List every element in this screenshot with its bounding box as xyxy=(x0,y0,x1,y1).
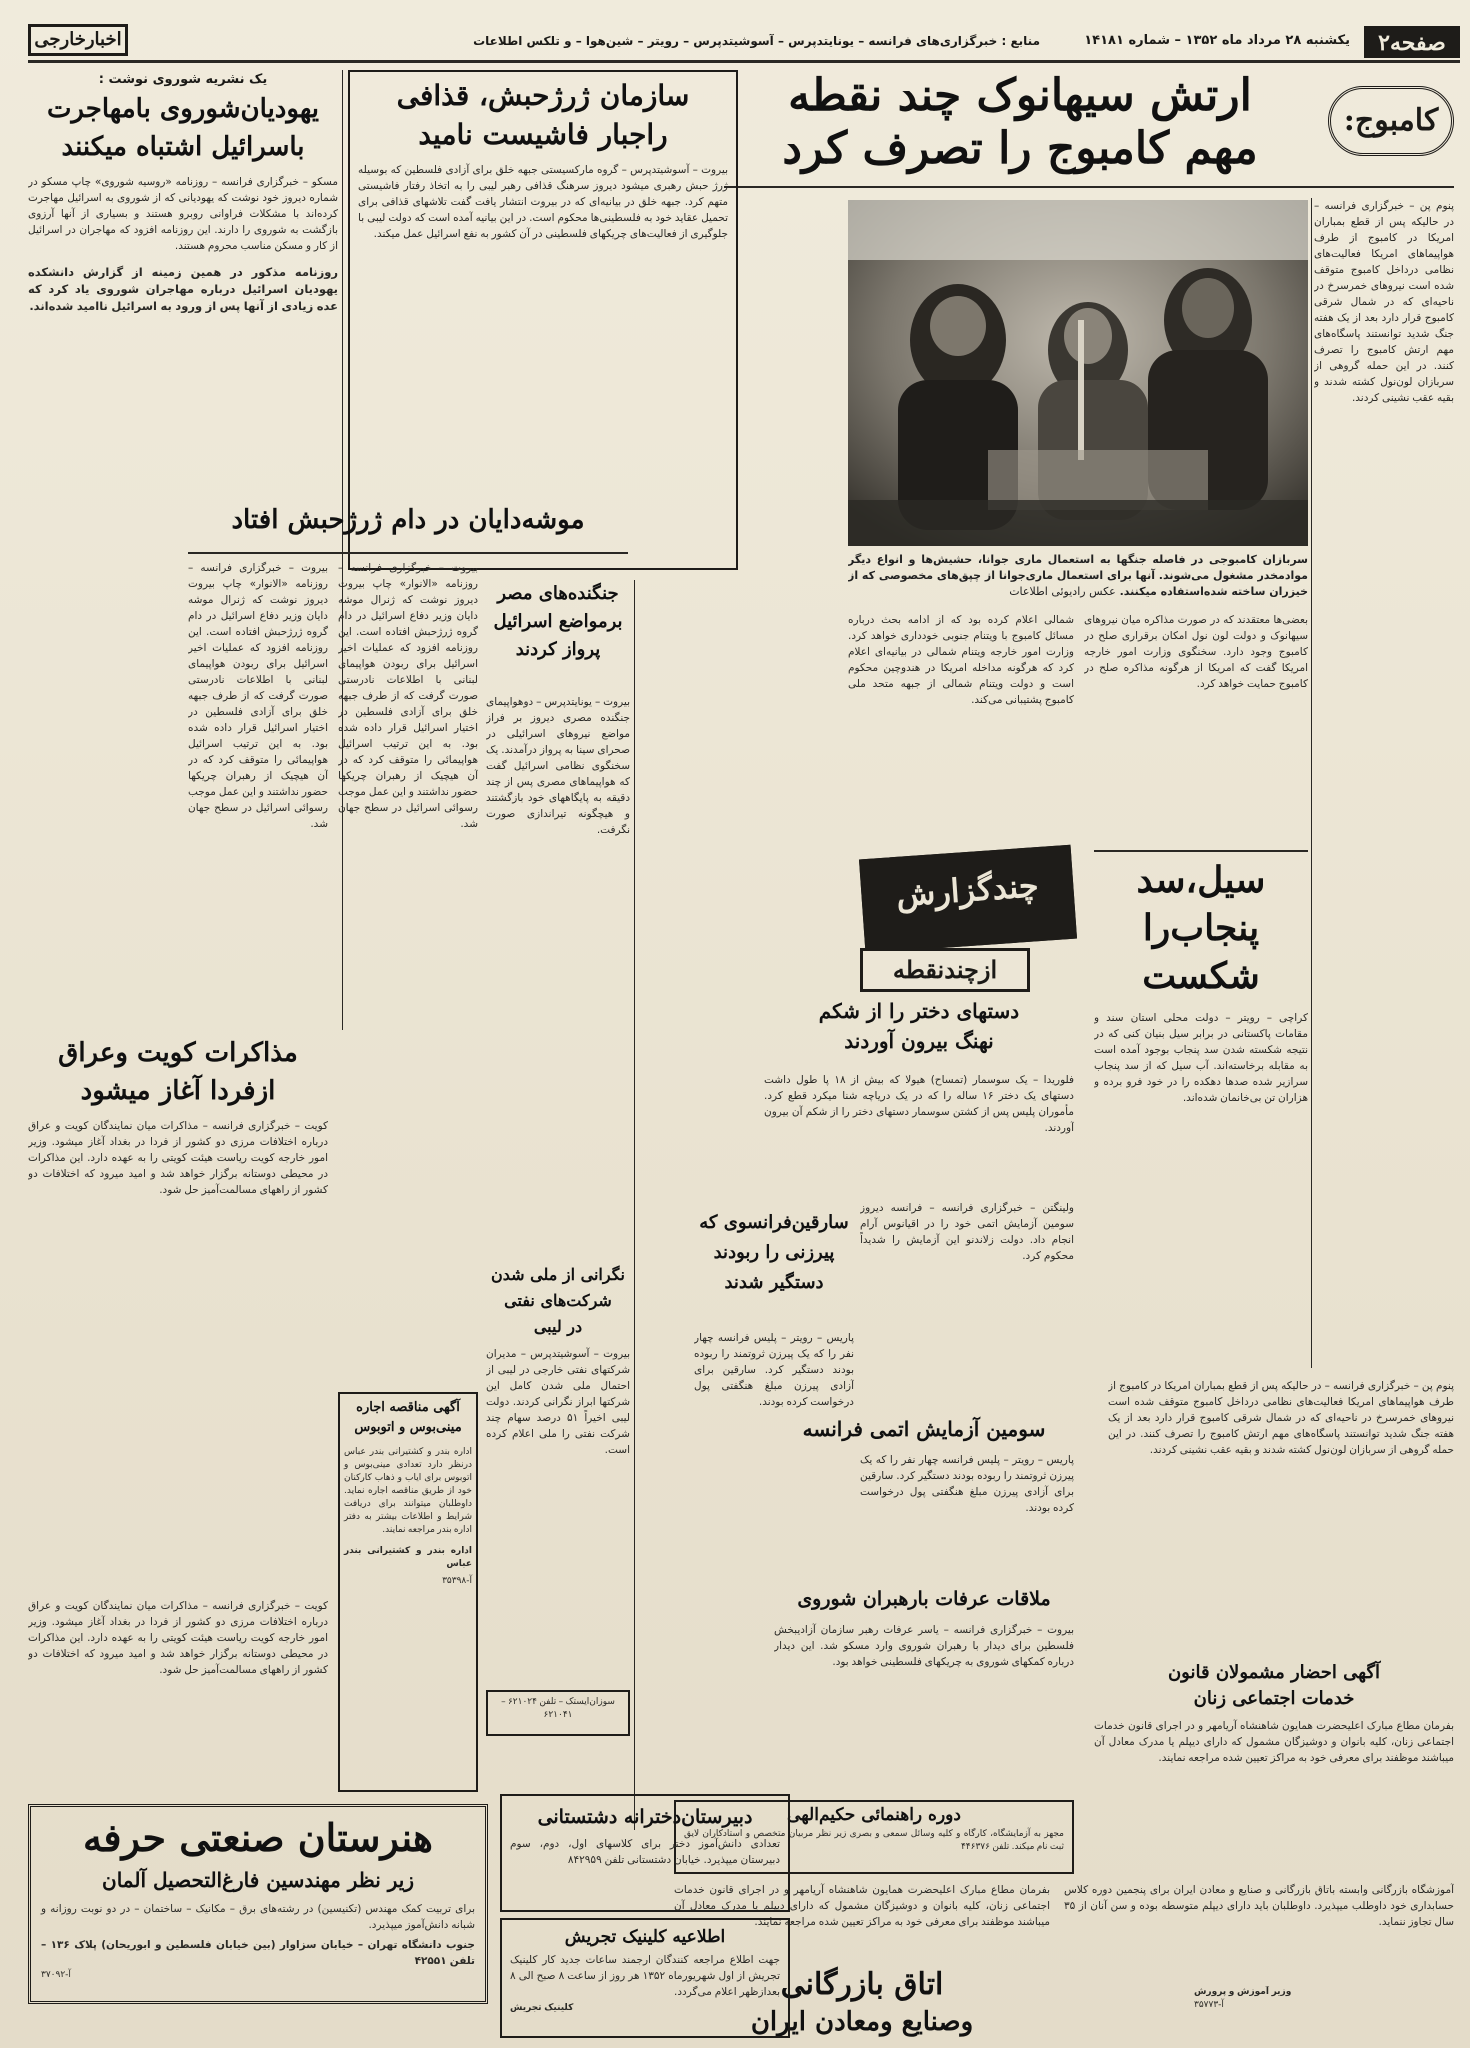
egypt-jets-body-col xyxy=(486,694,630,1254)
floods-top-rule xyxy=(1094,850,1308,852)
women-ad-signature-box xyxy=(1194,1986,1454,2026)
dayan-body-col-1 xyxy=(188,560,328,1070)
girls-school-body: تعدادی دانش‌آموز دختر برای کلاسهای اول، دوم، سوم دبیرستان میپذیرد. خیابان دشتستانی تلفن ۸۴۲۹۵۹ xyxy=(510,1838,780,1866)
cambodia-rule xyxy=(724,186,1454,188)
thieves-headline-1: سارقین‌فرانسوی که xyxy=(699,1212,849,1233)
nuclear-headline-text: سومین آزمایش اتمی فرانسه xyxy=(802,1417,1046,1441)
masthead-sources xyxy=(440,30,1040,52)
chamber-ad-body-box xyxy=(1064,1882,1454,1978)
women-ad-headline-2: خدمات اجتماعی زنان xyxy=(1193,1688,1355,1709)
photo-caption-text: سربازان کامبوجی در فاصله جنگها به استعمال ماری جوانا، حشیش‌ها و انواع دیگر موادمخدر مشغول می‌شوند. آنها برای استعمال ماری‌جوانا از چپق‌های مخصوصی که از خیزران ساخته شده‌استفاده میکنند. xyxy=(848,553,1308,598)
chamber-ad-body: آموزشگاه بازرگانی وابسته باتاق بازرگانی و صنایع و معادن ایران برای پنجمین دوره کلاس حسابداری خود داوطلب میپذیرد. داوطلبان باید دارای دیپلم متوسطه بوده و سن آنان از ۳۵ سال تجاوز ننماید. xyxy=(1064,1884,1454,1928)
girls-story-body-col xyxy=(764,1072,1074,1192)
clinic-notice-body: جهت اطلاع مراجعه کنندگان ارجمند ساعات جدید کار کلینیک تجریش از اول شهریورماه ۱۳۵۲ هر روز از ساعت ۸ صبح الی ۸ بعدازظهر اعلام می‌گردد. xyxy=(510,1954,780,1998)
masthead-meta xyxy=(1050,30,1350,52)
technical-school-subhead: زیر نظر مهندسین فارغ‌التحصیل آلمان xyxy=(102,1868,414,1892)
right-col-continued xyxy=(1108,1378,1454,1658)
clinic-notice-headline: اطلاعیه کلینیک تجریش xyxy=(564,1927,726,1947)
oil-body: بیروت – آسوشیتدپرس – مدیران شرکتهای نفتی خارجی در لیبی از احتمال ملی شدن کامل این شرکتها ابراز نگرانی کردند. دولت لیبی اخیراً ۵۱ درصد سهام چند شرکت نفتی را ملی اعلام کرده است. xyxy=(486,1348,630,1456)
egypt-jets-headline-3: پرواز کردند xyxy=(515,639,601,660)
libya-headline-1: سازمان ژرژحبش، قذافی xyxy=(396,79,690,112)
egypt-jets-headline-1: جنگنده‌های مصر xyxy=(497,583,619,604)
bus-tender-body: اداره بندر و کشتیرانی بندر عباس درنظر دارد تعدادی مینی‌بوس و اتوبوس برای ایاب و ذهاب کارکنان خود از طریق مناقصه اجاره نماید. داوطلبان میتوانند برای دریافت شرایط و اطلاعات بیشتر به دفتر اداره بندر مراجعه نمایند. xyxy=(344,1447,472,1535)
libya-body: بیروت – آسوشیتدپرس – گروه مارکسیستی جبهه خلق برای آزادی فلسطین که بوسیله ژرژ حبش رهبری میشود دیروز سرهنگ قذافی رهبر لیبی را به اتخاذ رفتار فاشیستی متهم کرد. جبهه خلق در بیانیه‌ای که در بیروت انتشار یافت گفت تلاشهای قذافی برای تحمیل عقاید خود به فلسطینی‌ها محکوم است. در این بیانیه آمده است که دولت لیبی با جلوگیری از فعالیت‌های چریکهای فلسطینی در آن کشور به نفع اسرائیل عمل میکند. xyxy=(358,164,728,240)
floods-headline-1: سیل،سد xyxy=(1136,859,1266,901)
soviet-jews-source: یک نشریه شوروی نوشت : xyxy=(98,72,268,87)
women-ad-body: بفرمان مطاع مبارک اعلیحضرت همایون شاهنشاه آریامهر و در اجرای قانون خدمات اجتماعی زنان، کلیه بانوان و دوشیزگان مشمول که دارای دیپلم یا مدرک معادل آن میباشند موظفند برای معرفی خود به مراکز تعیین شده مراجعه نمایند. xyxy=(1094,1720,1454,1764)
cambodia-body-mid: بعضی‌ها معتقدند که در صورت مذاکره میان نیروهای سیهانوک و دولت لون نول امکان برقراری صلح در کامبوج وجود دارد. سخنگوی وزارت امور خارجه امریکا گفت که امریکا از هرگونه مذاکره صلح در کامبوج حمایت خواهد کرد. xyxy=(1084,614,1308,690)
agency-ad-body: سوزان‌ایستک – تلفن ۶۲۱۰۲۴ – ۶۲۱۰۴۱ xyxy=(501,1697,615,1720)
bus-tender-headline: آگهی مناقصه اجاره مینی‌بوس و اتوبوس xyxy=(354,1400,462,1435)
issue-date: یکشنبه ۲۸ مرداد ماه ۱۳۵۲ – شماره ۱۴۱۸۱ xyxy=(1084,33,1350,48)
cambodia-body-mid-col xyxy=(1084,612,1308,842)
women-ad-headline-1: آگهی احضار مشمولان قانون xyxy=(1167,1662,1381,1683)
technical-school-ad xyxy=(28,1804,488,2004)
libya-headline-2: راجبار فاشیست نامید xyxy=(418,118,668,151)
cambodia-body-right-col xyxy=(1314,198,1454,1368)
dayan-body-1: بیروت – خبرگزاری فرانسه – روزنامه «الانوار» چاپ بیروت دیروز نوشت که ژنرال موشه دایان وزیر دفاع اسرائیل در دام گروه ژرژحبش افتاده است. این روزنامه افزود که عملیات اخیر اسرائیل برای ربودن هواپیمای لبنانی با اطلاعات نادرستی صورت گرفت که از طرف جبهه خلق برای آزادی فلسطین در اختیار اسرائیل قرار داده شده بود. به این ترتیب اسرائیل هواپیمائی را متوقف کرد که در آن هیچیک از رهبران چریکها حضور نداشتند و این عمل موجب رسوائی اسرائیل در سطح جهان شد. xyxy=(188,562,328,830)
news-sources: منابع : خبرگزاری‌های فرانسه – یونایتدپرس – آسوشیتدپرس – رویتر – شین‌هوا – و تلکس اطلاعات xyxy=(473,34,1040,48)
chamber-headline-2: وصنایع ومعادن ایران xyxy=(750,2007,974,2037)
dayan-body-2: بیروت – خبرگزاری فرانسه – روزنامه «الانوار» چاپ بیروت دیروز نوشت که ژنرال موشه دایان وزیر دفاع اسرائیل در دام گروه ژرژحبش افتاده است. این روزنامه افزود که عملیات اخیر اسرائیل برای ربودن هواپیمای لبنانی با اطلاعات نادرستی صورت گرفت که از طرف جبهه خلق برای آزادی فلسطین در اختیار اسرائیل قرار داده شده بود. به این ترتیب اسرائیل هواپیمائی را متوقف کرد که در آن هیچیک از رهبران چریکها حضور نداشتند و این عمل موجب رسوائی اسرائیل در سطح جهان شد. xyxy=(338,562,478,830)
cambodia-body-right: پنوم پن – خبرگزاری فرانسه – در حالیکه پس از قطع بمباران امریکا در کامبوج از طرف هواپیماهای امریکا فعالیت‌های نظامی درداخل کامبوج متوقف شده است نیروهای خمرسرخ در ناحیه‌ای که در شمال شرقی کامبوج قرار دارد بعد از یک هفته جنگ شدید توانستند پاسگاه‌های مهم ارتش کامبوج را تصرف کنند. در این حمله گروهی از سربازان لون‌نول کشته شدند و بقیه عقب نشینی کردند. xyxy=(1314,200,1454,404)
kuwait-continued-body: کویت – خبرگزاری فرانسه – مذاکرات میان نمایندگان کویت و عراق درباره اختلافات مرزی دو کشور از فردا در بغداد آغاز میشود. وزیر امور خارجه کویت ریاست هیئت کویتی را به عهده دارد. این مذاکرات در محیطی دوستانه برگزار خواهد شد و امید میرود که اختلافات دو کشور از راههای مسالمت‌آمیز حل شود. xyxy=(28,1600,328,1676)
section-label xyxy=(28,24,128,56)
page-label xyxy=(1364,26,1460,58)
bus-tender-ad xyxy=(338,1392,478,1792)
oil-headline-2: شرکت‌های نفتی xyxy=(504,1291,612,1310)
oil-headline-3: در لیبی xyxy=(533,1317,583,1336)
col-rule-mid xyxy=(634,580,635,1830)
thieves-headline-box xyxy=(694,1208,854,1328)
cambodia-headline-2: مهم کامبوج را تصرف کرد xyxy=(782,123,1258,174)
kuwait-iraq-body: کویت – خبرگزاری فرانسه – مذاکرات میان نمایندگان کویت و عراق درباره اختلافات مرزی دو کشور از فردا در بغداد آغاز میشود. وزیر امور خارجه کویت ریاست هیئت کویتی را به عهده دارد. این مذاکرات در محیطی دوستانه برگزار خواهد شد و امید میرود که اختلافات دو کشور از راههای مسالمت‌آمیز حل شود. xyxy=(28,1120,328,1196)
floods-headline-2: پنجاب‌را xyxy=(1142,907,1260,949)
cambodia-kicker: کامبوج: xyxy=(1343,103,1439,138)
kuwait-iraq-headline-2: ازفردا آغاز میشود xyxy=(80,1076,276,1106)
briefs-banner-text: چندگزارش xyxy=(894,866,1040,914)
nuclear-story-col xyxy=(860,1452,1074,1572)
girls-story-continued: ولینگتن – خبرگزاری فرانسه – فرانسه دیروز سومین آزمایش اتمی خود را در اقیانوس آرام انجام داد. دولت زلاندنو این آزمایش را شدیداً محکوم کرد. xyxy=(860,1202,1074,1262)
cambodia-kicker-box xyxy=(1328,86,1454,156)
egypt-jets-headline-2: برمواضع اسرائیل xyxy=(493,611,623,632)
photo-caption-box xyxy=(848,552,1308,606)
girls-headline-2: نهنگ بیرون آوردند xyxy=(844,1029,994,1053)
arafat-body: بیروت – خبرگزاری فرانسه – یاسر عرفات رهبر سازمان آزادیبخش فلسطین برای دیدار با رهبران شوروی وارد مسکو شد. این دیدار درباره کمکهای شوروی به چریکهای فلسطینی خواهد بود. xyxy=(774,1624,1074,1668)
technical-school-address: جنوب دانشگاه تهران – خیابان سزاوار (بین خیابان فلسطین و ابوریحان) پلاک ۱۳۶ – تلفن ۴۲۵۵۱ xyxy=(41,1939,475,1967)
oil-story xyxy=(486,1262,630,1682)
thieves-body-col xyxy=(694,1330,854,1590)
clinic-notice xyxy=(500,1918,790,2038)
soviet-jews-headline-1: یهودیان‌شوروی بامهاجرت xyxy=(46,94,320,124)
cambodia-body-left: شمالی اعلام کرده بود که از ادامه بحث درباره مسائل کامبوج با ویتنام جنوبی خودداری خواهد کرد. وزارت امور خارجه ویتنام شمالی در بیانیه‌ای اعلام کرد که هرگونه مداخله امریکا در هندوچین محکوم است و دولت ویتنام شمالی از جبهه متحد ملی کامبوج پشتیبانی می‌کند. xyxy=(848,614,1074,706)
girls-school-ad xyxy=(500,1794,790,1912)
briefs-banner xyxy=(859,845,1077,954)
briefs-banner-2: ازچندنقطه xyxy=(892,955,998,984)
floods-headline xyxy=(1094,856,1308,1006)
thieves-body: پاریس – رویتر – پلیس فرانسه چهار نفر را که یک پیرزن ثروتمند را ربوده بودند دستگیر کرد. سارقین برای آزادی پیرزن مبلغ هنگفتی پول درخواست کرده بودند. xyxy=(694,1332,854,1408)
nuclear-headline xyxy=(774,1414,1074,1448)
oil-headline-1: نگرانی از ملی شدن xyxy=(491,1265,625,1284)
clinic-notice-signature: کلینیک تجریش xyxy=(510,2003,574,2013)
arafat-headline-text: ملاقات عرفات بارهبران شوروی xyxy=(797,1588,1051,1610)
girls-story-body: فلوریدا – یک سوسمار (تمساح) هیولا که بیش از ۱۸ پا طول داشت دستهای یک دختر ۱۶ ساله را که در یک دریاچه شنا میکرد قطع کرد. مأموران پلیس پس از کشتن سوسمار دستهای دختر را از شکم آن بیرون آوردند. xyxy=(764,1074,1074,1134)
technical-school-body: برای تربیت کمک مهندس (تکنیسین) در رشته‌های برق – مکانیک – ساختمان – در دو نوبت روزانه و شبانه دانش‌آموز میپذیرد. xyxy=(41,1903,475,1931)
girls-story-headline xyxy=(764,996,1074,1066)
photo-caption xyxy=(848,552,1308,600)
hakim-ad-body: مجهز به آزمایشگاه، کارگاه و کلیه وسائل سمعی و بصری زیر نظر مربیان متخصص و استادکاران لایق ثبت نام میکند. تلفن ۴۴۶۳۷۶ xyxy=(684,1829,1064,1852)
soviet-jews-headline-2: باسرائیل اشتباه میکنند xyxy=(61,132,305,162)
right-col-body-2: پنوم پن – خبرگزاری فرانسه – در حالیکه پس از قطع بمباران امریکا در کامبوج از طرف هواپیماهای امریکا فعالیت‌های نظامی درداخل کامبوج متوقف شده است نیروهای خمرسرخ در ناحیه‌ای که در شمال شرقی کامبوج قرار دارد بعد از یک هفته جنگ شدید توانستند پاسگاه‌های مهم ارتش کامبوج را تصرف کنند. در این حمله گروهی از سربازان لون‌نول کشته شدند و بقیه عقب نشینی کردند. xyxy=(1108,1380,1454,1456)
thieves-headline-3: دستگیر شدند xyxy=(724,1272,824,1293)
soldiers-photo-image xyxy=(848,200,1308,546)
cambodia-body-left-col xyxy=(848,612,1074,842)
soviet-jews-body: مسکو – خبرگزاری فرانسه – روزنامه «روسیه شوروی» چاپ مسکو در شماره دیروز خود نوشت که یهودیانی که از شوروی به اسرائیل مهاجرت کرده‌اند با مشکلات فراوانی روبرو هستند و بسیاری از آنها آرزوی بازگشت به شوروی را دارند. این روزنامه افزود که مهاجران در اسرائیل از کار و مسکن مناسب محروم هستند. xyxy=(28,176,338,252)
nuclear-body-col xyxy=(860,1200,1074,1410)
briefs-banner-2-box xyxy=(860,948,1030,992)
kuwait-iraq-headline-1: مذاکرات کویت وعراق xyxy=(58,1038,298,1068)
egypt-jets-headline-box xyxy=(486,580,630,690)
floods-headline-3: شکست xyxy=(1142,955,1260,997)
nuclear-story-body: پاریس – رویتر – پلیس فرانسه چهار نفر را که یک پیرزن ثروتمند را ربوده بودند دستگیر کرد. سارقین برای آزادی پیرزن مبلغ هنگفتی پول درخواست کرده بودند. xyxy=(860,1454,1074,1514)
women-ad-signature: وزیر آموزش و پرورش xyxy=(1194,1987,1292,1997)
section-title: اخبارخارجی xyxy=(34,29,122,50)
technical-school-headline: هنرستان صنعتی حرفه xyxy=(83,1815,433,1860)
kuwait-iraq-story xyxy=(28,1034,328,1594)
chamber-headline-1: اتاق بازرگانی xyxy=(780,1967,944,2002)
dayan-headline: موشه‌دایان در دام ژرژحبش افتاد xyxy=(231,505,585,535)
masthead-rule xyxy=(28,60,1460,63)
cambodia-headline xyxy=(720,70,1320,180)
chamber-ad-text: بفرمان مطاع مبارک اعلیحضرت همایون شاهنشاه آریامهر و در اجرای قانون خدمات اجتماعی زنان، کلیه بانوان و دوشیزگان مشمول که دارای دیپلم یا مدرک معادل آن میباشند موظفند برای معرفی خود به مراکز تعیین شده مراجعه نمایند. xyxy=(674,1884,1050,1928)
cambodia-headline-1: ارتش سیهانوک چند نقطه xyxy=(788,70,1252,121)
girls-school-headline: دبیرستان‌دخترانه دشتستانی xyxy=(537,1806,753,1828)
soviet-jews-body-bold: روزنامه مذکور در همین زمینه از گزارش دانشکده یهودیان اسرائیل درباره مهاجران شوروی یاد کرد که عده زیادی از آنها پس از ورود به اسرائیل ناامید شده‌اند. xyxy=(28,265,338,313)
egypt-jets-body: بیروت – یونایتدپرس – دوهواپیمای جنگنده مصری دیروز بر فراز مواضع نیروهای اسرائیلی در صحرای سینا به پرواز درآمدند. یک سخنگوی نظامی اسرائیل گفت که هواپیماهای مصری پس از چند دقیقه به پایگاههای خود بازگشتند و هیچگونه تیراندازی صورت نگرفت. xyxy=(486,696,630,836)
women-ad-code: آ-۳۵۷۷۳ xyxy=(1194,2000,1224,2010)
bus-tender-code: آ-۳۵۳۹۸ xyxy=(442,1576,472,1586)
photo-credit: عکس رادیوئی اطلاعات xyxy=(1009,585,1116,598)
bus-tender-signature: اداره بندر و کشتیرانی بندر عباس xyxy=(344,1546,472,1569)
libya-story xyxy=(348,70,738,570)
hakim-ad-headline: دوره راهنمائی حکیم‌الهی xyxy=(787,1805,961,1825)
kuwait-continued-col xyxy=(28,1598,328,1798)
floods-body: کراچی – رویتر – دولت محلی استان سند و مقامات پاکستانی در برابر سیل بنیان کنی که در نتیجه شکسته شدن سد پنجاب بوجود آمده است به مقابله برخاسته‌اند. آب سیل که از سد پنجاب سرازیر شده صدها دهکده را در خود فرو برده و هزاران تن بی‌خانمان شده‌اند. xyxy=(1094,1012,1308,1104)
col-rule-1 xyxy=(1311,198,1312,1368)
women-ad xyxy=(1094,1660,1454,1870)
girls-headline-1: دستهای دختر را از شکم xyxy=(818,999,1020,1023)
soldiers-photo xyxy=(848,200,1308,546)
arafat-headline xyxy=(774,1584,1074,1618)
technical-school-code: آ-۳۷۰۹۲ xyxy=(41,1970,71,1980)
page-number-label: صفحه۲ xyxy=(1378,30,1446,56)
thieves-headline-2: پیرزنی را ربودند xyxy=(713,1242,835,1263)
dayan-rule xyxy=(188,552,628,554)
dayan-body-col-2 xyxy=(338,560,478,1070)
agency-ad xyxy=(486,1690,630,1736)
dayan-headline-box xyxy=(188,500,628,552)
arafat-body-col xyxy=(774,1622,1074,1792)
